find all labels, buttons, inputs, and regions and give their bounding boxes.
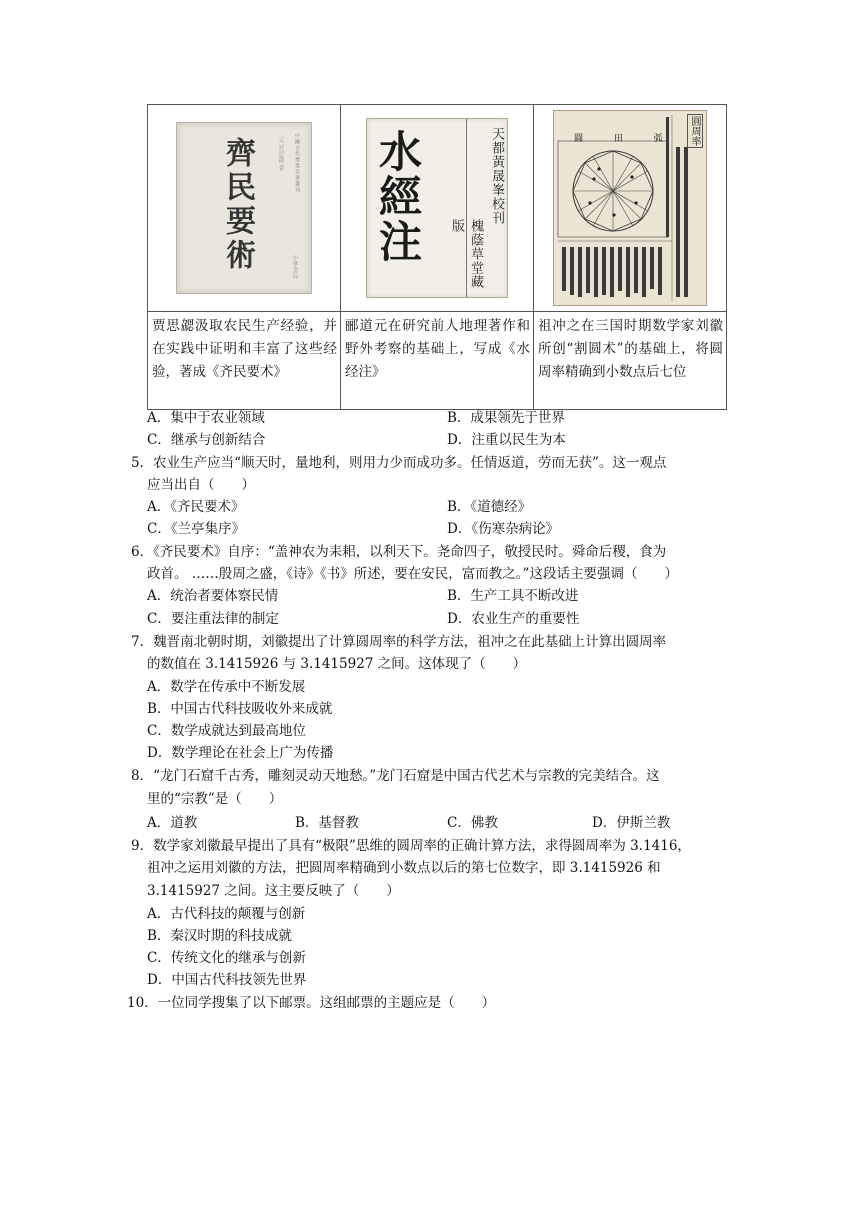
q6-stem-line-1: 6．《齐民要术》自序：“盖神农为耒耜，以利天下。尧命四子，敬授民时。舜命后稷，食为	[131, 544, 667, 560]
figure-cell-qimin	[148, 105, 341, 312]
q6-option-d[interactable]: D．农业生产的重要性	[447, 611, 580, 627]
q8-option-c[interactable]: C．佛教	[447, 815, 498, 831]
cover-title: 齊民要術	[220, 137, 255, 273]
cover-publisher: 中華書局	[291, 255, 298, 279]
q8-stem-line-2: 里的“宗教”是（ ）	[147, 791, 283, 807]
q8-stem-line-1: 8．“龙门石窟千古秀，雕刻灵动天地愁。”龙门石窟是中国古代艺术与宗教的完美结合。这	[131, 768, 660, 784]
q7-option-d[interactable]: D．数学理论在社会上广为传播	[147, 745, 334, 761]
manuscript-header: 圓 田 弧	[574, 134, 677, 144]
q8-option-b[interactable]: B．基督教	[295, 815, 359, 831]
q9-option-b[interactable]: B．秦汉时期的科技成就	[147, 928, 292, 944]
manuscript-label-box: 圓周率	[687, 114, 703, 148]
q4-option-d[interactable]: D．注重以民生为本	[447, 432, 566, 448]
q5-option-a[interactable]: A．《齐民要术》	[147, 499, 245, 515]
print-publisher-text: 槐蔭草堂藏版	[449, 219, 483, 289]
q9-option-a[interactable]: A．古代科技的颠覆与创新	[147, 906, 306, 922]
q5-option-d[interactable]: D．《伤寒杂病论》	[447, 521, 560, 537]
figure-table	[147, 104, 727, 410]
print-title: 水經注	[372, 129, 422, 264]
caption-shuijing: 郦道元在研究前人地理著作和野外考察的基础上，写成《水经注》	[341, 312, 534, 410]
q9-stem-line-3: 3.1415927 之间。这主要反映了（ ）	[147, 883, 400, 899]
q7-option-c[interactable]: C．数学成就达到最高地位	[147, 723, 306, 739]
caption-qimin: 贾思勰汲取农民生产经验，并在实践中证明和丰富了这些经验，著成《齐民要术》	[148, 312, 341, 410]
q7-option-b[interactable]: B．中国古代科技吸收外来成就	[147, 701, 333, 717]
cover-author: 元 賈思勰 著	[277, 137, 284, 171]
caption-pi: 祖冲之在三国时期数学家刘徽所创“割圆术”的基础上，将圆周率精确到小数点后七位	[534, 312, 727, 410]
q6-option-b[interactable]: B．生产工具不断改进	[447, 588, 579, 604]
q8-option-a[interactable]: A．道教	[147, 815, 198, 831]
cover-series-text: 中國古代農業名著叢刊	[294, 133, 300, 193]
print-editor-text: 天都黃晟峯校刊	[489, 127, 504, 225]
q7-option-a[interactable]: A．数学在传承中不断发展	[147, 679, 306, 695]
q6-option-c[interactable]: C．要注重法律的制定	[147, 611, 279, 627]
q7-stem-line-1: 7．魏晋南北朝时期，刘徽提出了计算圆周率的科学方法，祖冲之在此基础上计算出圆周率	[131, 634, 667, 650]
q6-option-a[interactable]: A．统治者要体察民情	[147, 588, 279, 604]
pi-manuscript-image	[553, 110, 707, 306]
q6-stem-line-2: 政首。 ……殷周之盛，《诗》《书》所述，要在安民，富而教之。”这段话主要强调（ ）	[147, 566, 678, 582]
shuijingzhu-title-page-image	[366, 118, 508, 298]
qiminyaoshu-cover-image	[176, 122, 312, 294]
q9-stem-line-2: 祖冲之运用刘徽的方法，把圆周率精确到小数点以后的第七位数字，即 3.1415926 和	[147, 860, 661, 876]
q4-option-c[interactable]: C．继承与创新结合	[147, 432, 266, 448]
q4-option-a[interactable]: A．集中于农业领域	[147, 410, 265, 426]
q9-option-d[interactable]: D．中国古代科技领先世界	[147, 972, 307, 988]
q9-stem-line-1: 9．数学家刘徽最早提出了具有“极限”思维的圆周率的正确计算方法，求得圆周率为 3.1416，	[131, 838, 691, 854]
figure-cell-pi	[534, 105, 727, 312]
q10-stem: 10．一位同学搜集了以下邮票。这组邮票的主题应是（ ）	[127, 995, 496, 1011]
q4-option-b[interactable]: B．成果领先于世界	[447, 410, 565, 426]
q7-stem-line-2: 的数值在 3.1415926 与 3.1415927 之间。这体现了（ ）	[147, 656, 527, 672]
q5-stem-line-2: 应当出自（ ）	[147, 477, 255, 493]
q8-option-d[interactable]: D．伊斯兰教	[592, 815, 671, 831]
figure-cell-shuijing	[341, 105, 534, 312]
q9-option-c[interactable]: C．传统文化的继承与创新	[147, 950, 306, 966]
q5-option-b[interactable]: B．《道德经》	[447, 499, 532, 515]
q5-stem-line-1: 5．农业生产应当“顺天时，量地利，则用力少而成功多。任情返道，劳而无获”。这一观点	[131, 455, 667, 471]
q5-option-c[interactable]: C．《兰亭集序》	[147, 521, 246, 537]
